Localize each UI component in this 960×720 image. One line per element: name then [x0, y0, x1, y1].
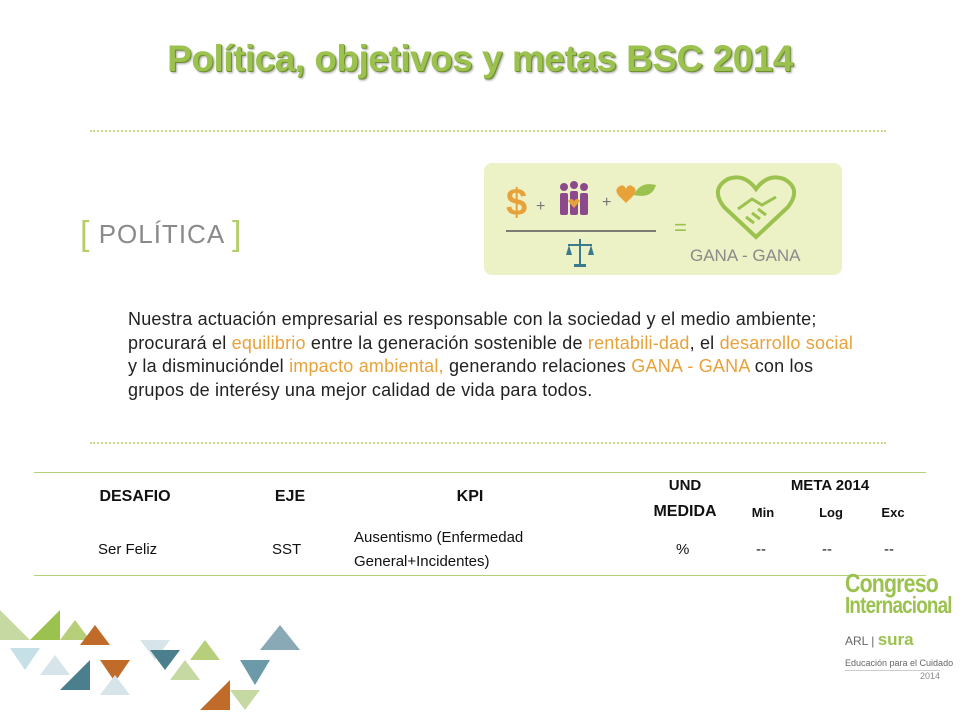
cell-eje: SST — [272, 541, 302, 558]
plus-sign-2: + — [602, 194, 612, 211]
handshake-heart-icon — [718, 177, 794, 237]
header-eje: EJE — [274, 488, 306, 505]
cell-und: % — [676, 541, 690, 558]
policy-text-4: y la disminucióndel — [128, 356, 290, 376]
slide-title: Política, objetivos y metas BSC 2014 — [167, 38, 793, 79]
top-dotted-divider — [90, 130, 886, 132]
logo-line2: Internacional — [845, 592, 952, 618]
left-bracket: [ — [80, 215, 91, 253]
cell-min: -- — [756, 541, 766, 558]
header-min: Min — [751, 505, 775, 520]
table-top-rule — [34, 472, 926, 473]
table-bottom-rule — [34, 575, 926, 576]
congreso-logo — [845, 568, 955, 681]
heart-leaf-icon — [616, 184, 656, 203]
logo-tagline: Educación para el Cuidado — [845, 658, 954, 668]
header-kpi: KPI — [456, 488, 484, 505]
header-desafio: DESAFIO — [99, 488, 171, 505]
policy-text-1: Nuestra actuación empresarial es responsable con la sociedad y el medio ambiente; procurará el — [128, 309, 817, 353]
logo-year: 2014 — [845, 670, 940, 681]
gana-gana-illustration — [484, 163, 842, 275]
politica-label-text: POLÍTICA — [98, 219, 224, 249]
header-medida: MEDIDA — [653, 503, 717, 520]
highlight-desarrollo-social: desarrollo social — [719, 332, 854, 353]
header-und: UND — [668, 477, 702, 494]
politica-heading — [80, 215, 242, 254]
logo-sura: sura — [877, 630, 914, 649]
policy-text-2: entre la generación sostenible de — [305, 332, 588, 353]
gana-gana-banner — [484, 163, 842, 275]
cell-kpi-line2: General+Incidentes) — [354, 553, 490, 570]
highlight-gana-gana: GANA - GANA — [631, 356, 750, 376]
cell-log: -- — [822, 541, 832, 558]
policy-paragraph — [128, 308, 858, 402]
decorative-triangles — [0, 600, 300, 720]
logo-arl-sura: ARL | sura — [845, 630, 914, 649]
header-meta-2014: META 2014 — [790, 477, 870, 494]
cell-desafio: Ser Feliz — [98, 541, 158, 558]
logo-arl: ARL — [845, 634, 868, 648]
header-exc: Exc — [881, 505, 905, 520]
policy-text-5: generando relaciones — [443, 356, 632, 376]
gana-gana-text: GANA - GANA — [690, 246, 801, 265]
logo-line1: Congreso — [845, 568, 938, 598]
equals-sign: = — [674, 215, 687, 240]
dollar-symbol: $ — [506, 182, 528, 224]
cell-exc: -- — [884, 541, 894, 558]
highlight-impacto-ambiental: impacto ambiental, — [289, 356, 444, 376]
plus-sign-1: + — [536, 198, 546, 215]
policy-text-6: con los grupos de interésy una mejor calidad de vida para todos. — [128, 356, 814, 400]
policy-text-3: , el — [689, 332, 720, 353]
highlight-rentabilidad: rentabili-dad — [587, 332, 690, 353]
header-log: Log — [819, 505, 843, 520]
highlight-equilibrio: equilibrio — [231, 332, 306, 353]
cell-kpi-line1: Ausentismo (Enfermedad — [354, 529, 524, 546]
right-bracket: ] — [231, 215, 243, 253]
people-icon — [560, 181, 588, 215]
balance-scale-icon — [566, 239, 594, 267]
bottom-dotted-divider — [90, 442, 886, 444]
